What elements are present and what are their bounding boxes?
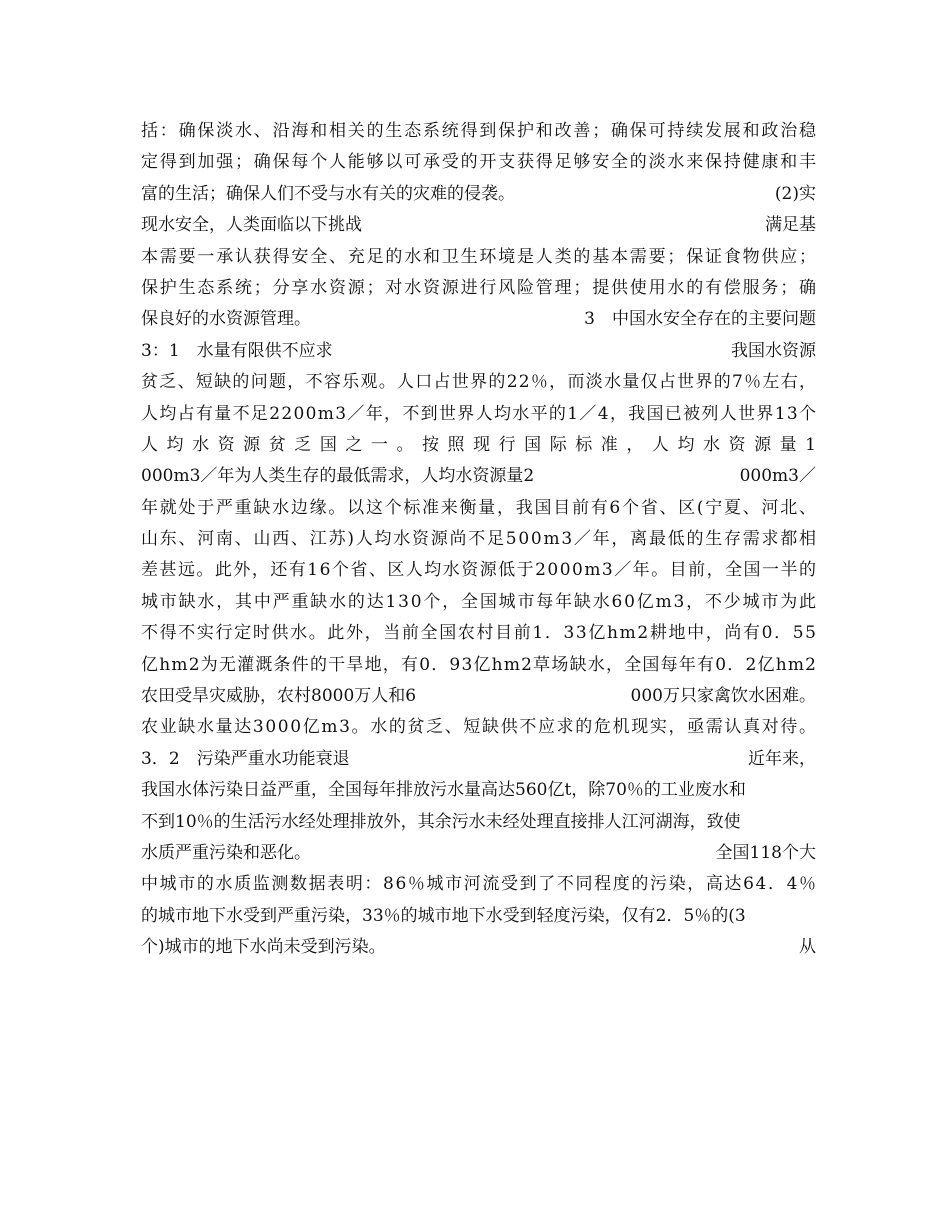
text-line-start: 本需要一承认获得安全、充足的水和卫生环境是人类的基本需要；保证食物供应； [141,246,818,267]
text-line-end: 我国水资源 [731,340,816,361]
text-line [141,304,816,335]
text-line-end: 近年来， [748,748,816,769]
text-line-start: 不得不实行定时供水。此外，当前全国农村目前1．33亿hm2耕地中，尚有0．55 [141,623,818,644]
text-line-start: 农业缺水量达3000亿m3。水的贫乏、短缺供不应求的危机现实，亟需认真对待。 [141,717,818,738]
text-line-start: 不到10％的生活污水经处理排放外，其余污水未经处理直接排人江河湖海，致使 [141,811,741,832]
text-line [141,869,816,900]
text-line-start: 中城市的水质监测数据表明：86％城市河流受到了不同程度的污染，高达64．4％ [141,874,818,895]
text-line-end: 000m3／ [739,466,816,487]
text-line-start: 我国水体污染日益严重，全国每年排放污水量高达560亿t，除70％的工业废水和 [141,780,746,801]
text-line [141,430,825,461]
text-line-start: 贫乏、短缺的问题，不容乐观。人口占世界的22％，而淡水量仅占世界的7％左右， [141,372,818,393]
text-line-end: 满足基 [765,215,816,236]
text-line-start: 城市缺水，其中严重缺水的达130个，全国城市每年缺水60亿m3，不少城市为此 [141,591,818,612]
text-line-start: 农田受旱灾威胁，农村8000万人和6 [141,686,417,707]
text-line [141,775,816,806]
text-line [141,744,816,775]
text-line-start: 3．2 污染严重水功能衰退 [141,748,350,769]
text-line-start: 亿hm2为无灌溉条件的干旱地，有0．93亿hm2草场缺水，全国每年有0．2亿hm2 [141,654,818,675]
text-line-start: 人均水资源贫乏国之一。按照现行国际标准，人均水资源量1 [141,434,825,455]
text-line [141,932,816,963]
text-line-start: 括：确保淡水、沿海和相关的生态系统得到保护和改善；确保可持续发展和政治稳 [141,121,818,141]
text-line-end: 3 中国水安全存在的主要问题 [584,309,816,330]
text-line [141,618,816,649]
text-line-start: 富的生活；确保人们不受与水有关的灾难的侵袭。 [141,183,515,204]
text-line-start: 保护生态系统；分享水资源；对水资源进行风险管理；提供使用水的有偿服务；确 [141,277,818,298]
text-line-start: 人均占有量不足2200m3／年，不到世界人均水平的1／4，我国已被列人世界13个 [141,403,818,424]
text-line [141,116,816,147]
text-line [141,807,816,838]
text-line-start: 的城市地下水受到严重污染，33％的城市地下水受到轻度污染，仅有2．5％的(3 [141,905,746,926]
text-line [141,587,816,618]
text-line [141,838,816,869]
text-line-start: 定得到加强；确保每个人能够以可承受的开支获得足够安全的淡水来保持健康和丰 [141,152,818,173]
text-line [141,179,816,210]
text-line [141,399,816,430]
text-line [141,210,816,241]
text-line [141,681,816,712]
text-line-start: 山东、河南、山西、江苏)人均水资源尚不足500m3／年，离最低的生存需求都相 [141,529,818,550]
text-line [141,493,816,524]
text-line [141,555,816,586]
text-line [141,336,816,367]
text-line-end: 全国118个大 [715,842,816,863]
text-line-start: 现水安全，人类面临以下挑战 [141,215,362,236]
text-line-start: 000m3／年为人类生存的最低需求，人均水资源量2 [141,466,535,487]
text-line [141,712,816,743]
text-line-start: 个)城市的地下水尚未受到污染。 [141,937,386,958]
text-line-end: 000万只家禽饮水困难。 [630,686,816,707]
text-line-end: 从 [799,937,816,958]
text-line [141,367,816,398]
text-line-start: 保良好的水资源管理。 [141,309,311,330]
text-line-start: 3：1 水量有限供不应求 [141,340,333,361]
text-line [141,461,816,492]
text-line-start: 水质严重污染和恶化。 [141,842,311,863]
text-line [141,650,816,681]
text-line-end: (2)实 [774,183,816,204]
text-line [141,273,816,304]
text-line-start: 差甚远。此外，还有16个省、区人均水资源低于2000m3／年。目前，全国一半的 [141,560,818,581]
text-line [141,147,816,178]
text-line [141,901,816,932]
text-line [141,242,816,273]
text-line [141,524,816,555]
text-line-start: 年就处于严重缺水边缘。以这个标准来衡量，我国目前有6个省、区(宁夏、河北、 [141,497,818,518]
body-text [141,116,825,964]
